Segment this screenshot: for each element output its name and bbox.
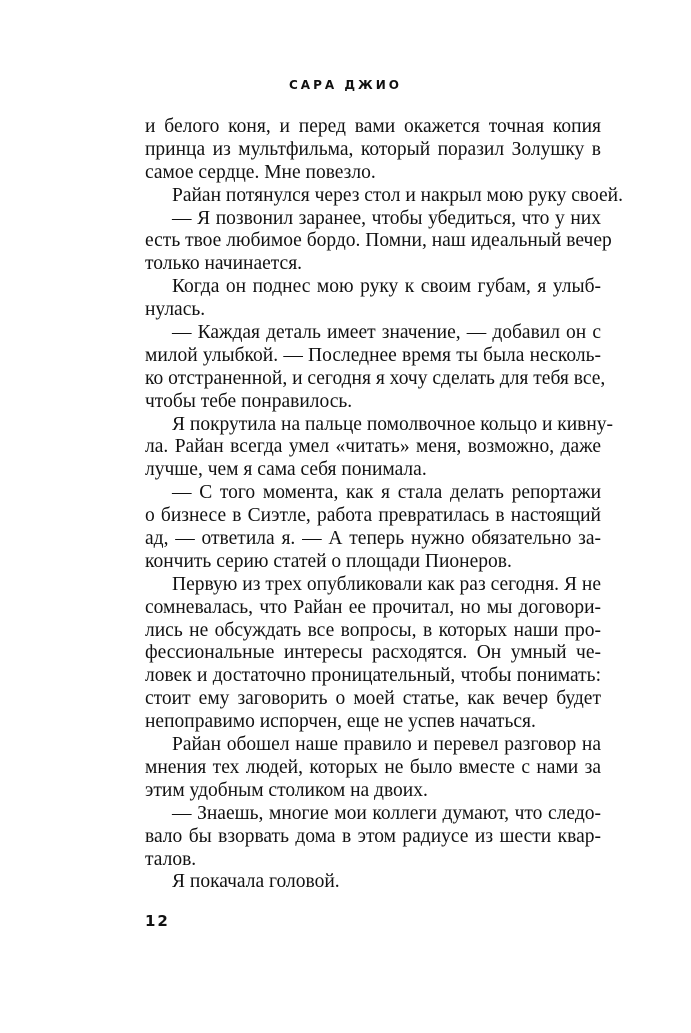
body-text — [145, 116, 623, 894]
text-line: — Каждая деталь имеет значение, — добавил он с — [172, 322, 601, 344]
text-line: принца из мультфильма, который поразил Золушку в — [145, 138, 601, 160]
text-line: ловек и достаточно проницательный, чтобы понимать: — [145, 665, 601, 687]
text-line: и белого коня, и перед вами окажется точная копия — [145, 116, 601, 137]
text-line: ла. Райан всегда умел «читать» меня, возможно, даже — [145, 436, 601, 458]
page-number: 12 — [145, 912, 170, 930]
text-line: милой улыбкой. — Последнее время ты была несколь- — [145, 344, 601, 366]
text-line: кончить серию статей о площади Пионеров. — [145, 550, 512, 572]
text-line: есть твое любимое бордо. Помни, наш идеальный вечер — [145, 230, 612, 252]
text-line: вало бы взорвать дома в этом радиусе из шести квар- — [145, 825, 601, 847]
paragraph — [145, 116, 601, 185]
paragraph — [145, 184, 623, 208]
text-line: только начинается. — [145, 253, 303, 275]
text-line: о бизнесе в Сиэтле, работа превратилась в настоящий — [145, 505, 601, 527]
text-line: Райан потянулся через стол и накрыл мою руку своей. — [172, 184, 623, 206]
paragraph — [145, 734, 601, 803]
text-line: Первую из трех опубликовали как раз сегодня. Я не — [172, 573, 601, 595]
text-line: ад, — ответила я. — А теперь нужно обязательно за- — [145, 528, 601, 550]
text-line: лись не обсуждать все вопросы, в которых наши про- — [145, 619, 601, 641]
text-line: сомневалась, что Райан ее прочитал, но мы договори- — [145, 596, 601, 618]
text-line: — С того момента, как я стала делать репортажи — [172, 482, 601, 504]
text-line: мнения тех людей, которых не было вместе с нами за — [145, 756, 601, 778]
text-line: — Я позвонил заранее, чтобы убедиться, что у них — [172, 207, 601, 229]
text-line: лучше, чем я сама себя понимала. — [145, 459, 427, 481]
paragraph — [145, 276, 601, 322]
text-line: талов. — [145, 848, 197, 870]
paragraph — [145, 482, 601, 574]
text-line: — Знаешь, многие мои коллеги думают, что следо- — [172, 802, 601, 824]
text-line: самое сердце. Мне повезло. — [145, 161, 376, 183]
text-line: стоит ему заговорить о моей статье, как вечер будет — [145, 688, 601, 710]
text-line: фессиональные интересы расходятся. Он умный че- — [145, 642, 601, 664]
text-line: Я покачала головой. — [172, 871, 340, 893]
text-line: этим удобным столиком на двоих. — [145, 779, 428, 801]
text-line: нулась. — [145, 299, 206, 321]
paragraph — [145, 322, 606, 414]
paragraph — [145, 871, 601, 894]
paragraph — [145, 803, 601, 872]
text-line: Райан обошел наше правило и перевел разговор на — [172, 734, 601, 756]
text-line: Я покрутила на пальце помолвочное кольцо и кивну- — [172, 413, 614, 435]
paragraph — [145, 574, 601, 734]
text-line: Когда он поднес мою руку к своим губам, я улыб- — [172, 276, 601, 298]
paragraph — [145, 207, 612, 277]
paragraph — [145, 413, 614, 483]
running-header: САРА ДЖИО — [289, 78, 402, 92]
text-line: ко отстраненной, и сегодня я хочу сделать для тебя все, — [145, 367, 606, 389]
text-line: чтобы тебе понравилось. — [145, 390, 353, 412]
text-line: непоправимо испорчен, еще не успев начаться. — [145, 711, 536, 733]
